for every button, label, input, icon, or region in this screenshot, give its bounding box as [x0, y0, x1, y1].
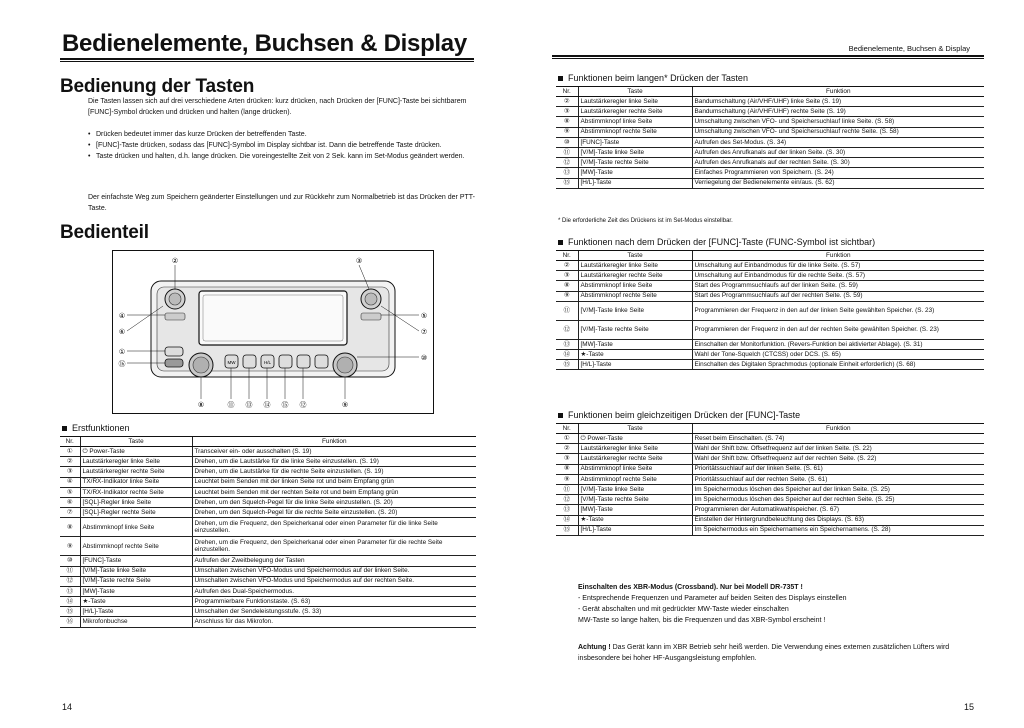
cell-nr: ⑭ [556, 349, 578, 359]
warning-label: Achtung ! [578, 644, 611, 651]
cell-funktion: Umschaltung zwischen VFO- und Speichersuchlauf rechte Seite. (S. 58) [692, 127, 984, 137]
cell-funktion: Umschalten der Sendeleistungsstufe. (S. 33) [192, 607, 476, 617]
col-header-funktion: Funktion [192, 437, 476, 447]
cell-funktion: Aufrufen der Zweitbelegung der Tasten [192, 556, 476, 566]
cell-taste: [MW]-Taste [80, 586, 192, 596]
cell-taste: ★-Taste [578, 349, 692, 359]
bullet-item: • Drücken bedeutet immer das kurze Drücken der betreffenden Taste. [88, 129, 488, 140]
cell-nr: ⑫ [556, 320, 578, 339]
cell-nr: ⑮ [556, 178, 578, 188]
table-row [60, 477, 476, 487]
cell-nr: ⑫ [60, 576, 80, 586]
cell-funktion: Leuchtet beim Senden mit der rechten Seite rot und beim Empfang grün [192, 487, 476, 497]
table-row [556, 339, 984, 349]
header-rule [552, 55, 984, 57]
cell-taste: TX/RX-Indikator linke Seite [80, 477, 192, 487]
table-row [60, 556, 476, 566]
bullet-item: • Taste drücken und halten, d.h. lange drücken. Die voreingestellte Zeit von 2 Sek. kann im Set-Modus geändert werden. [88, 151, 488, 162]
footnote: * Die erforderliche Zeit des Drückens ist im Set-Modus einstellbar. [558, 218, 733, 224]
section-heading-gleichzeitig [558, 410, 800, 420]
bullet-square-icon [558, 240, 563, 245]
cell-nr: ③ [556, 107, 578, 117]
cell-taste: Mikrofonbuchse [80, 617, 192, 627]
col-header-funktion: Funktion [692, 251, 984, 261]
col-header-taste: Taste [80, 437, 192, 447]
cell-funktion: Umschalten zwischen VFO-Modus und Speichermodus auf der linken Seite. [192, 566, 476, 576]
cell-taste: Abstimmknopf linke Seite [578, 281, 692, 291]
cell-funktion: Einstellen der Hintergrundbeleuchtung des Displays. (S. 63) [692, 515, 984, 525]
cell-funktion: Programmieren der Frequenz in den auf der rechten Seite gewählten Speicher. (S. 23) [692, 320, 984, 339]
svg-text:⑬: ⑬ [245, 401, 253, 409]
cell-funktion: Im Speichermodus löschen des Speicher auf der linken Seite. (S. 25) [692, 484, 984, 494]
col-header-nr: Nr. [556, 424, 578, 434]
cell-taste: [H/L]-Taste [578, 360, 692, 370]
svg-text:②: ② [171, 257, 179, 265]
table-row [556, 464, 984, 474]
cell-funktion: Aufrufen des Anrufkanals auf der linken Seite. (S. 30) [692, 147, 984, 157]
cell-nr: ⑬ [556, 505, 578, 515]
col-header-nr: Nr. [60, 437, 80, 447]
cell-taste: Abstimmknopf linke Seite [578, 464, 692, 474]
cell-taste: Lautstärkeregler rechte Seite [578, 107, 692, 117]
cell-funktion: Umschaltung auf Einbandmodus für die rechte Seite. (S. 57) [692, 271, 984, 281]
table-row [556, 474, 984, 484]
col-header-taste: Taste [578, 424, 692, 434]
table-row [556, 97, 984, 107]
cell-nr: ⑩ [556, 137, 578, 147]
cell-nr: ⑩ [60, 556, 80, 566]
cell-taste: [V/M]-Taste linke Seite [578, 147, 692, 157]
table-row [556, 168, 984, 178]
cell-nr: ⑫ [556, 158, 578, 168]
cell-funktion: Reset beim Einschalten. (S. 74) [692, 434, 984, 444]
cell-taste: Lautstärkeregler linke Seite [578, 261, 692, 271]
svg-text:⑭: ⑭ [263, 401, 271, 409]
table-gleichzeitig [556, 423, 984, 536]
cell-funktion: Programmierbare Funktionstaste. (S. 63) [192, 597, 476, 607]
table-row [60, 607, 476, 617]
table-row [60, 617, 476, 627]
cell-funktion: Programmieren der Frequenz in den auf der linken Seite gewählten Speicher. (S. 23) [692, 301, 984, 320]
cell-taste: Abstimmknopf linke Seite [578, 117, 692, 127]
table-row [556, 117, 984, 127]
table-body [60, 447, 476, 628]
svg-text:⑨: ⑨ [341, 401, 349, 409]
cell-taste: [MW]-Taste [578, 505, 692, 515]
cell-funktion: Einschalten des Digitalen Sprachmodus (optionale Einheit erforderlich) (S. 68) [692, 360, 984, 370]
cell-funktion: Prioritätssuchlauf auf der linken Seite. (S. 61) [692, 464, 984, 474]
cell-taste: [V/M]-Taste linke Seite [578, 301, 692, 320]
cell-taste: Abstimmknopf rechte Seite [578, 127, 692, 137]
svg-text:⑯: ⑯ [118, 360, 126, 368]
bullet-item: • [FUNC]-Taste drücken, sodass das [FUNC]-Symbol im Display sichtbar ist. Dann die betreffende Taste drücken. [88, 140, 488, 151]
cell-nr: ② [60, 457, 80, 467]
table-row [556, 349, 984, 359]
cell-funktion: Einfaches Programmieren von Speichern. (S. 24) [692, 168, 984, 178]
cell-taste: [H/L]-Taste [80, 607, 192, 617]
cell-nr: ⑨ [556, 127, 578, 137]
table-row [556, 454, 984, 464]
section-heading-func [558, 237, 875, 247]
table-row [556, 525, 984, 535]
cell-nr: ⑬ [60, 586, 80, 596]
svg-text:⑤: ⑤ [420, 312, 428, 320]
table-row [556, 291, 984, 301]
cell-taste: Lautstärkeregler linke Seite [578, 97, 692, 107]
cell-funktion: Drehen, um den Squelch-Pegel für die rechte Seite einzustellen. (S. 20) [192, 508, 476, 518]
section-heading-text: Funktionen beim langen* Drücken der Tasten [568, 73, 748, 83]
col-header-funktion: Funktion [692, 424, 984, 434]
cell-nr: ⑨ [556, 291, 578, 301]
table-row [556, 147, 984, 157]
cell-taste: Lautstärkeregler rechte Seite [80, 467, 192, 477]
cell-taste: ⏻ Power-Taste [578, 434, 692, 444]
table-row [556, 271, 984, 281]
table-row [556, 495, 984, 505]
cell-funktion: Drehen, um den Squelch-Pegel für die linke Seite einzustellen. (S. 20) [192, 497, 476, 507]
table-row [60, 467, 476, 477]
page-number-left: 14 [62, 702, 73, 712]
heading-bedienteil: Bedienteil [60, 222, 149, 243]
cell-nr: ⑧ [556, 281, 578, 291]
cell-taste: Abstimmknopf rechte Seite [80, 537, 192, 556]
table-body [556, 261, 984, 370]
cell-taste: [V/M]-Taste rechte Seite [80, 576, 192, 586]
cell-funktion: Drehen, um die Frequenz, den Speicherkanal oder einen Parameter für die rechte Seite einzustellen. [192, 537, 476, 556]
cell-taste: [V/M]-Taste rechte Seite [578, 320, 692, 339]
cell-funktion: Wahl der Shift bzw. Offsetfrequenz auf der rechten Seite. (S. 22) [692, 454, 984, 464]
table-row [60, 447, 476, 457]
cell-nr: ① [556, 434, 578, 444]
table-row [556, 137, 984, 147]
col-header-taste: Taste [578, 251, 692, 261]
cell-taste: [FUNC]-Taste [80, 556, 192, 566]
cell-funktion: Einschalten der Monitorfunktion. (Revers-Funktion bei aktivierter Ablage). (S. 31) [692, 339, 984, 349]
table-row [556, 127, 984, 137]
page-title: Bedienelemente, Buchsen & Display [62, 30, 467, 57]
cell-funktion: Umschaltung auf Einbandmodus für die linke Seite. (S. 57) [692, 261, 984, 271]
cell-taste: [V/M]-Taste rechte Seite [578, 495, 692, 505]
cell-taste: [V/M]-Taste linke Seite [578, 484, 692, 494]
cell-taste: Lautstärkeregler rechte Seite [578, 454, 692, 464]
table-row [556, 434, 984, 444]
svg-text:H/L: H/L [263, 360, 272, 365]
cell-nr: ③ [556, 454, 578, 464]
svg-text:⑦: ⑦ [420, 328, 428, 336]
cell-funktion: Umschalten zwischen VFO-Modus und Speichermodus auf der rechten Seite. [192, 576, 476, 586]
table-row [60, 457, 476, 467]
cell-taste: Abstimmknopf rechte Seite [578, 291, 692, 301]
table-lang [556, 86, 984, 189]
cell-nr: ③ [556, 271, 578, 281]
cell-funktion: Bandumschaltung (Air/VHF/UHF) rechte Seite (S. 19) [692, 107, 984, 117]
table-row [556, 505, 984, 515]
table-row [556, 484, 984, 494]
cell-funktion: Aufrufen des Dual-Speichermodus. [192, 586, 476, 596]
cell-taste: [V/M]-Taste linke Seite [80, 566, 192, 576]
cell-nr: ⑧ [60, 518, 80, 537]
front-panel-drawing [113, 251, 433, 413]
svg-text:⑪: ⑪ [227, 401, 235, 409]
table-row [60, 576, 476, 586]
warning-note [578, 642, 958, 664]
xbr-line: MW-Taste so lange halten, bis die Frequenzen und das XBR-Symbol erscheint ! [578, 617, 826, 624]
title-rule [60, 58, 474, 60]
cell-taste: TX/RX-Indikator rechte Seite [80, 487, 192, 497]
table-row [556, 360, 984, 370]
table-body [556, 434, 984, 536]
cell-funktion: Im Speichermodus löschen des Speicher auf der rechten Seite. (S. 25) [692, 495, 984, 505]
cell-nr: ① [60, 447, 80, 457]
cell-nr: ⑦ [60, 508, 80, 518]
cell-nr: ⑧ [556, 117, 578, 127]
table-row [556, 444, 984, 454]
cell-nr: ⑪ [556, 147, 578, 157]
cell-funktion: Prioritätssuchlauf auf der rechten Seite. (S. 61) [692, 474, 984, 484]
table-row [556, 301, 984, 320]
table-row [556, 515, 984, 525]
cell-nr: ③ [60, 467, 80, 477]
cell-taste: [H/L]-Taste [578, 525, 692, 535]
cell-taste: [SQL]-Regler rechte Seite [80, 508, 192, 518]
cell-funktion: Start des Programmsuchlaufs auf der rechten Seite. (S. 59) [692, 291, 984, 301]
table-body [556, 97, 984, 189]
cell-funktion: Bandumschaltung (Air/VHF/UHF) linke Seite (S. 19) [692, 97, 984, 107]
warning-text: Das Gerät kann im XBR Betrieb sehr heiß werden. Die Verwendung eines externen zusätzlichen Lüfters wird insbesondere bei hoher HF-Ausgangsleistung empfohlen. [578, 644, 950, 662]
xbr-title: Einschalten des XBR-Modus (Crossband). Nur bei Modell DR-735T ! [578, 584, 803, 591]
svg-text:③: ③ [355, 257, 363, 265]
bullet-square-icon [558, 76, 563, 81]
bullet-square-icon [62, 426, 67, 431]
cell-funktion: Anschluss für das Mikrofon. [192, 617, 476, 627]
cell-nr: ② [556, 444, 578, 454]
cell-nr: ⑮ [60, 607, 80, 617]
cell-taste: [H/L]-Taste [578, 178, 692, 188]
outro-text: Der einfachste Weg zum Speichern geänderter Einstellungen und zur Rückkehr zum Normalbetrieb ist das Drücken der PTT-Taste. [88, 194, 475, 212]
cell-nr: ⑫ [556, 495, 578, 505]
section-heading-lang [558, 73, 748, 83]
cell-nr: ⑥ [60, 497, 80, 507]
cell-nr: ⑧ [556, 464, 578, 474]
cell-nr: ⑤ [60, 487, 80, 497]
front-panel-figure [112, 250, 434, 414]
cell-funktion: Drehen, um die Lautstärke für die linke Seite einzustellen. (S. 19) [192, 457, 476, 467]
bullet-square-icon [558, 413, 563, 418]
page-number-right: 15 [964, 702, 975, 712]
table-row [556, 178, 984, 188]
table-row [60, 537, 476, 556]
cell-taste: ★-Taste [578, 515, 692, 525]
cell-nr: ⑪ [556, 484, 578, 494]
cell-nr: ⑨ [556, 474, 578, 484]
cell-taste: [MW]-Taste [578, 339, 692, 349]
xbr-line: - Entsprechende Frequenzen und Parameter auf beiden Seiten des Displays einstellen [578, 595, 847, 602]
cell-taste: Abstimmknopf rechte Seite [578, 474, 692, 484]
table-row [60, 518, 476, 537]
bullet-list [88, 129, 488, 162]
cell-funktion: Start des Programmsuchlaufs auf der linken Seite. (S. 59) [692, 281, 984, 291]
svg-text:⑮: ⑮ [281, 401, 289, 409]
svg-text:①: ① [118, 348, 126, 356]
cell-funktion: Transceiver ein- oder ausschalten (S. 19) [192, 447, 476, 457]
cell-nr: ⑪ [60, 566, 80, 576]
cell-taste: Abstimmknopf linke Seite [80, 518, 192, 537]
svg-text:④: ④ [118, 312, 126, 320]
table-row [60, 497, 476, 507]
cell-funktion: Umschaltung zwischen VFO- und Speichersuchlauf linke Seite. (S. 58) [692, 117, 984, 127]
cell-taste: Lautstärkeregler linke Seite [578, 444, 692, 454]
section-heading-text: Erstfunktionen [72, 423, 130, 433]
title-rule-thin [60, 61, 474, 62]
cell-taste: Lautstärkeregler rechte Seite [578, 271, 692, 281]
cell-nr: ⑭ [60, 597, 80, 607]
table-row [60, 566, 476, 576]
col-header-nr: Nr. [556, 87, 578, 97]
svg-text:⑧: ⑧ [197, 401, 205, 409]
cell-taste: ⏻ Power-Taste [80, 447, 192, 457]
xbr-note [578, 582, 958, 626]
col-header-funktion: Funktion [692, 87, 984, 97]
cell-nr: ⑮ [556, 525, 578, 535]
table-row [556, 281, 984, 291]
svg-text:⑩: ⑩ [420, 354, 428, 362]
cell-funktion: Im Speichermodus ein Speichernamens ein Speichernamens. (S. 28) [692, 525, 984, 535]
col-header-taste: Taste [578, 87, 692, 97]
table-row [556, 320, 984, 339]
cell-taste: [SQL]-Regler linke Seite [80, 497, 192, 507]
cell-nr: ⑨ [60, 537, 80, 556]
cell-taste: [V/M]-Taste rechte Seite [578, 158, 692, 168]
cell-nr: ② [556, 97, 578, 107]
table-erstfunktionen [60, 436, 476, 628]
svg-text:MW: MW [227, 360, 236, 365]
section-heading-erstfunktionen [62, 423, 130, 433]
section-heading-text: Funktionen nach dem Drücken der [FUNC]-Taste (FUNC-Symbol ist sichtbar) [568, 237, 876, 247]
cell-nr: ⑪ [556, 301, 578, 320]
cell-nr: ⑯ [60, 617, 80, 627]
section-heading-text: Funktionen beim gleichzeitigen Drücken der [FUNC]-Taste [568, 410, 801, 420]
cell-funktion: Wahl der Shift bzw. Offsetfrequenz auf der linken Seite. (S. 22) [692, 444, 984, 454]
table-row [60, 586, 476, 596]
cell-taste: [MW]-Taste [578, 168, 692, 178]
cell-funktion: Verriegelung der Bedienelemente ein/aus. (S. 62) [692, 178, 984, 188]
cell-funktion: Aufrufen des Anrufkanals auf der rechten Seite. (S. 30) [692, 158, 984, 168]
svg-text:⑫: ⑫ [299, 401, 307, 409]
cell-nr: ⑮ [556, 360, 578, 370]
cell-funktion: Drehen, um die Frequenz, den Speicherkanal oder einen Parameter für die linke Seite einzustellen. [192, 518, 476, 537]
cell-funktion: Wahl der Tone-Squelch (CTCSS) oder DCS. (S. 65) [692, 349, 984, 359]
xbr-line: - Gerät abschalten und mit gedrückter MW-Taste wieder einschalten [578, 606, 789, 613]
table-row [60, 487, 476, 497]
cell-funktion: Leuchtet beim Senden mit der linken Seite rot und beim Empfang grün [192, 477, 476, 487]
table-row [556, 261, 984, 271]
table-row [60, 508, 476, 518]
intro-text: Die Tasten lassen sich auf drei verschiedene Arten drücken: kurz drücken, nach Drücken der [FUNC]-Taste bei sichtbarem [FUNC]-Symbol drücken und drücken und halten (lange drücken). [88, 98, 467, 116]
cell-nr: ⑬ [556, 339, 578, 349]
heading-bedienung: Bedienung der Tasten [60, 76, 255, 97]
cell-funktion: Aufrufen des Set-Modus. (S. 34) [692, 137, 984, 147]
table-row [556, 107, 984, 117]
table-func [556, 250, 984, 370]
cell-funktion: Programmieren der Automatikwahlspeicher. (S. 67) [692, 505, 984, 515]
cell-taste: Lautstärkeregler linke Seite [80, 457, 192, 467]
cell-taste: ★-Taste [80, 597, 192, 607]
table-row [556, 158, 984, 168]
cell-nr: ② [556, 261, 578, 271]
cell-taste: [FUNC]-Taste [578, 137, 692, 147]
cell-nr: ⑬ [556, 168, 578, 178]
cell-nr: ⑭ [556, 515, 578, 525]
header-rule-thin [552, 58, 984, 59]
running-header: Bedienelemente, Buchsen & Display [848, 44, 970, 53]
cell-funktion: Drehen, um die Lautstärke für die rechte Seite einzustellen. (S. 19) [192, 467, 476, 477]
svg-text:⑥: ⑥ [118, 328, 126, 336]
col-header-nr: Nr. [556, 251, 578, 261]
table-row [60, 597, 476, 607]
cell-nr: ④ [60, 477, 80, 487]
